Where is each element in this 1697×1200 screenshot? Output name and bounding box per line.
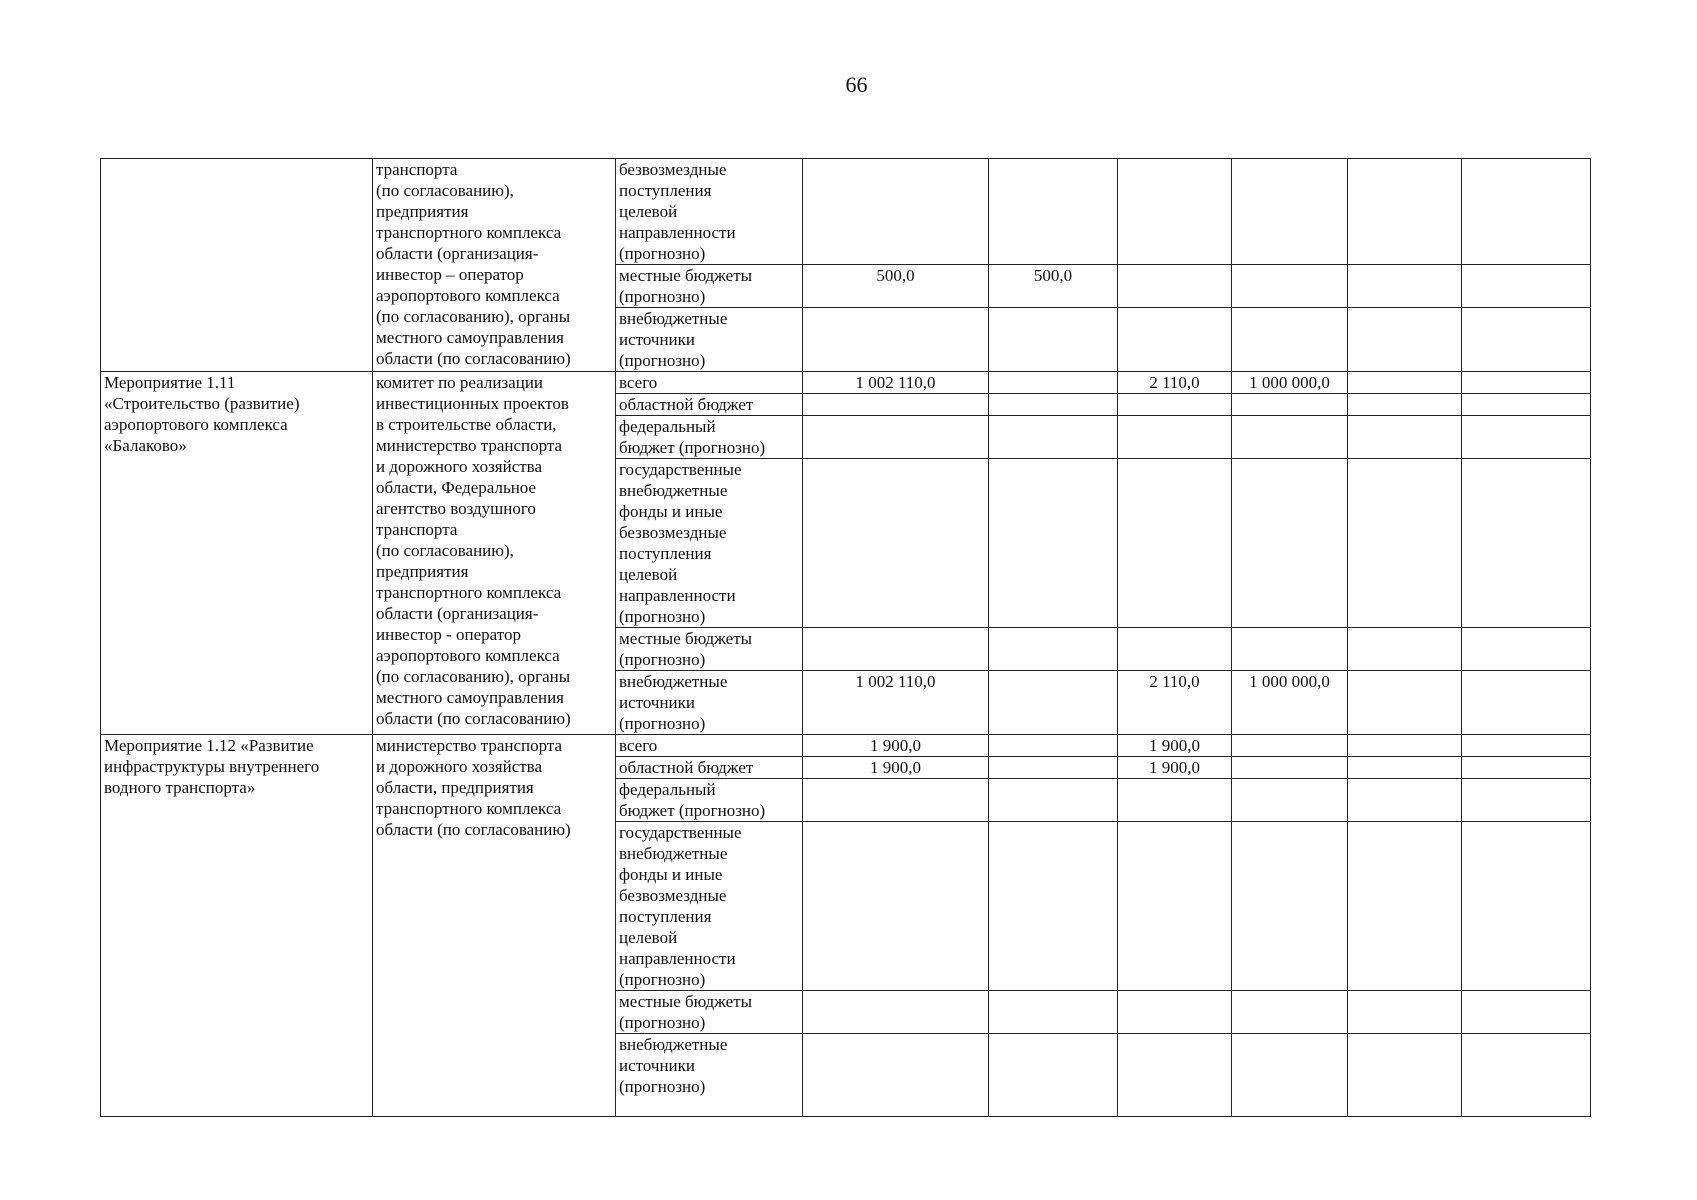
source-cell: всего — [616, 372, 803, 394]
value-cell — [803, 416, 989, 459]
value-cell — [1232, 159, 1348, 265]
source-cell: местные бюджеты (прогнозно) — [616, 265, 803, 308]
value-cell — [803, 991, 989, 1034]
value-cell — [1118, 159, 1232, 265]
source-cell: государственные внебюджетные фонды и иные безвозмездные поступления целевой направленности (прогнозно) — [616, 459, 803, 628]
value-cell: 1 900,0 — [1118, 757, 1232, 779]
value-cell — [1118, 265, 1232, 308]
value-cell — [1232, 416, 1348, 459]
event-cell: Мероприятие 1.12 «Развитие инфраструктуры внутреннего водного транспорта» — [101, 735, 373, 1117]
source-cell: местные бюджеты (прогнозно) — [616, 991, 803, 1034]
empty-cell — [1348, 159, 1462, 265]
empty-cell — [1348, 1034, 1462, 1117]
table-row — [101, 372, 1591, 394]
executor-cell: комитет по реализации инвестиционных проектов в строительстве области, министерство транспорта и дорожного хозяйства области, Федеральное агентство воздушного транспорта (по согласованию), предприятия транспортного комплекса области (организация- инвестор - оператор аэропортового комплекса (по согласованию), органы местного самоуправления области (по согласованию) — [373, 372, 616, 735]
value-cell — [989, 991, 1118, 1034]
empty-cell — [1462, 308, 1591, 372]
value-cell — [989, 416, 1118, 459]
empty-cell — [1462, 416, 1591, 459]
source-cell: внебюджетные источники (прогнозно) — [616, 308, 803, 372]
value-cell — [1118, 822, 1232, 991]
value-cell — [989, 757, 1118, 779]
value-cell: 2 110,0 — [1118, 372, 1232, 394]
empty-cell — [1348, 416, 1462, 459]
value-cell — [989, 735, 1118, 757]
table-row — [101, 735, 1591, 757]
value-cell — [989, 372, 1118, 394]
empty-cell — [1462, 779, 1591, 822]
source-cell: местные бюджеты (прогнозно) — [616, 628, 803, 671]
empty-cell — [1462, 265, 1591, 308]
value-cell — [1118, 308, 1232, 372]
value-cell — [1118, 1034, 1232, 1117]
source-cell: федеральный бюджет (прогнозно) — [616, 779, 803, 822]
value-cell — [1232, 459, 1348, 628]
value-cell: 500,0 — [989, 265, 1118, 308]
value-cell: 1 000 000,0 — [1232, 671, 1348, 735]
source-cell: всего — [616, 735, 803, 757]
event-cell — [101, 159, 373, 372]
value-cell — [1118, 991, 1232, 1034]
value-cell — [1232, 822, 1348, 991]
source-cell: областной бюджет — [616, 757, 803, 779]
empty-cell — [1348, 265, 1462, 308]
empty-cell — [1462, 628, 1591, 671]
value-cell — [1118, 459, 1232, 628]
empty-cell — [1348, 372, 1462, 394]
source-cell: федеральный бюджет (прогнозно) — [616, 416, 803, 459]
empty-cell — [1348, 822, 1462, 991]
value-cell: 1 900,0 — [803, 757, 989, 779]
value-cell: 1 002 110,0 — [803, 372, 989, 394]
value-cell — [989, 308, 1118, 372]
value-cell — [1118, 628, 1232, 671]
empty-cell — [1348, 991, 1462, 1034]
source-cell: внебюджетные источники (прогнозно) — [616, 1034, 803, 1117]
value-cell — [1232, 779, 1348, 822]
value-cell — [989, 822, 1118, 991]
value-cell — [989, 779, 1118, 822]
value-cell — [803, 628, 989, 671]
source-cell: областной бюджет — [616, 394, 803, 416]
value-cell — [803, 1034, 989, 1117]
empty-cell — [1348, 459, 1462, 628]
value-cell — [1232, 308, 1348, 372]
value-cell — [803, 459, 989, 628]
budget-table — [100, 158, 1591, 1117]
empty-cell — [1348, 628, 1462, 671]
value-cell — [1232, 1034, 1348, 1117]
empty-cell — [1348, 735, 1462, 757]
table-row — [101, 159, 1591, 265]
value-cell — [989, 671, 1118, 735]
value-cell — [1232, 265, 1348, 308]
empty-cell — [1462, 1034, 1591, 1117]
value-cell: 500,0 — [803, 265, 989, 308]
value-cell — [1232, 628, 1348, 671]
value-cell — [803, 822, 989, 991]
value-cell — [803, 308, 989, 372]
empty-cell — [1462, 735, 1591, 757]
executor-cell: министерство транспорта и дорожного хозяйства области, предприятия транспортного комплекса области (по согласованию) — [373, 735, 616, 1117]
event-cell: Мероприятие 1.11 «Строительство (развитие) аэропортового комплекса «Балаково» — [101, 372, 373, 735]
value-cell — [803, 394, 989, 416]
value-cell — [989, 1034, 1118, 1117]
value-cell — [989, 394, 1118, 416]
empty-cell — [1348, 308, 1462, 372]
value-cell — [989, 628, 1118, 671]
value-cell — [1232, 394, 1348, 416]
source-cell: государственные внебюджетные фонды и иные безвозмездные поступления целевой направленности (прогнозно) — [616, 822, 803, 991]
executor-cell: транспорта (по согласованию), предприятия транспортного комплекса области (организация- инвестор – оператор аэропортового комплекса (по согласованию), органы местного самоуправления области (по согласованию) — [373, 159, 616, 372]
page-number: 66 — [845, 72, 868, 97]
value-cell — [1232, 991, 1348, 1034]
empty-cell — [1348, 671, 1462, 735]
empty-cell — [1348, 757, 1462, 779]
value-cell — [803, 159, 989, 265]
value-cell: 1 900,0 — [1118, 735, 1232, 757]
value-cell — [803, 779, 989, 822]
value-cell — [989, 159, 1118, 265]
value-cell: 1 000 000,0 — [1232, 372, 1348, 394]
empty-cell — [1462, 757, 1591, 779]
value-cell — [1118, 779, 1232, 822]
value-cell — [1118, 416, 1232, 459]
source-cell: безвозмездные поступления целевой направленности (прогнозно) — [616, 159, 803, 265]
empty-cell — [1348, 779, 1462, 822]
empty-cell — [1462, 991, 1591, 1034]
value-cell — [989, 459, 1118, 628]
empty-cell — [1462, 394, 1591, 416]
value-cell — [1232, 735, 1348, 757]
empty-cell — [1462, 459, 1591, 628]
empty-cell — [1462, 159, 1591, 265]
value-cell — [1118, 394, 1232, 416]
source-cell: внебюджетные источники (прогнозно) — [616, 671, 803, 735]
empty-cell — [1462, 372, 1591, 394]
value-cell: 1 900,0 — [803, 735, 989, 757]
value-cell — [1232, 757, 1348, 779]
value-cell: 2 110,0 — [1118, 671, 1232, 735]
value-cell: 1 002 110,0 — [803, 671, 989, 735]
empty-cell — [1348, 394, 1462, 416]
empty-cell — [1462, 671, 1591, 735]
empty-cell — [1462, 822, 1591, 991]
